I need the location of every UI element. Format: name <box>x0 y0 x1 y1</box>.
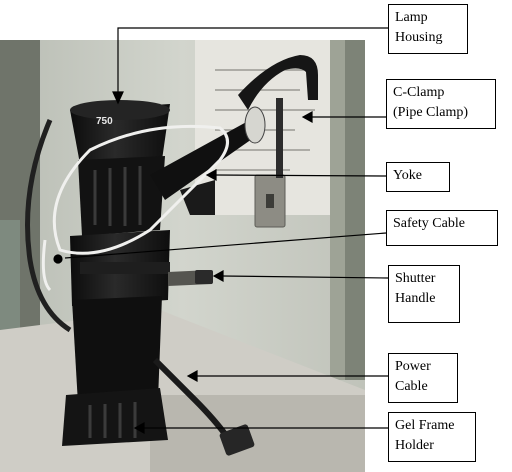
label-line: Lamp <box>395 10 428 25</box>
label-gel-frame-holder <box>388 412 476 462</box>
label-line: Gel Frame <box>395 418 455 433</box>
door-frame-edge <box>345 40 365 380</box>
label-line: (Pipe Clamp) <box>393 105 469 120</box>
lamp-model-marking: 750 <box>96 116 113 127</box>
label-line: Cable <box>395 379 428 394</box>
label-line: Shutter <box>395 271 436 286</box>
label-safety-cable <box>386 210 498 246</box>
label-power-cable <box>388 353 458 403</box>
table-front <box>150 395 365 472</box>
label-line: Housing <box>395 30 443 45</box>
light-switch-toggle <box>266 194 274 208</box>
label-yoke <box>386 162 450 192</box>
label-line: Holder <box>395 438 434 453</box>
label-line: Safety Cable <box>393 216 465 231</box>
label-line: Power <box>395 359 431 374</box>
left-cabinet <box>0 220 20 330</box>
label-line: C-Clamp <box>393 85 445 100</box>
label-c-clamp <box>386 79 496 129</box>
label-line: Yoke <box>393 168 422 183</box>
label-line: Handle <box>395 291 436 306</box>
label-lamp-housing <box>388 4 468 54</box>
label-shutter-handle <box>388 265 460 323</box>
